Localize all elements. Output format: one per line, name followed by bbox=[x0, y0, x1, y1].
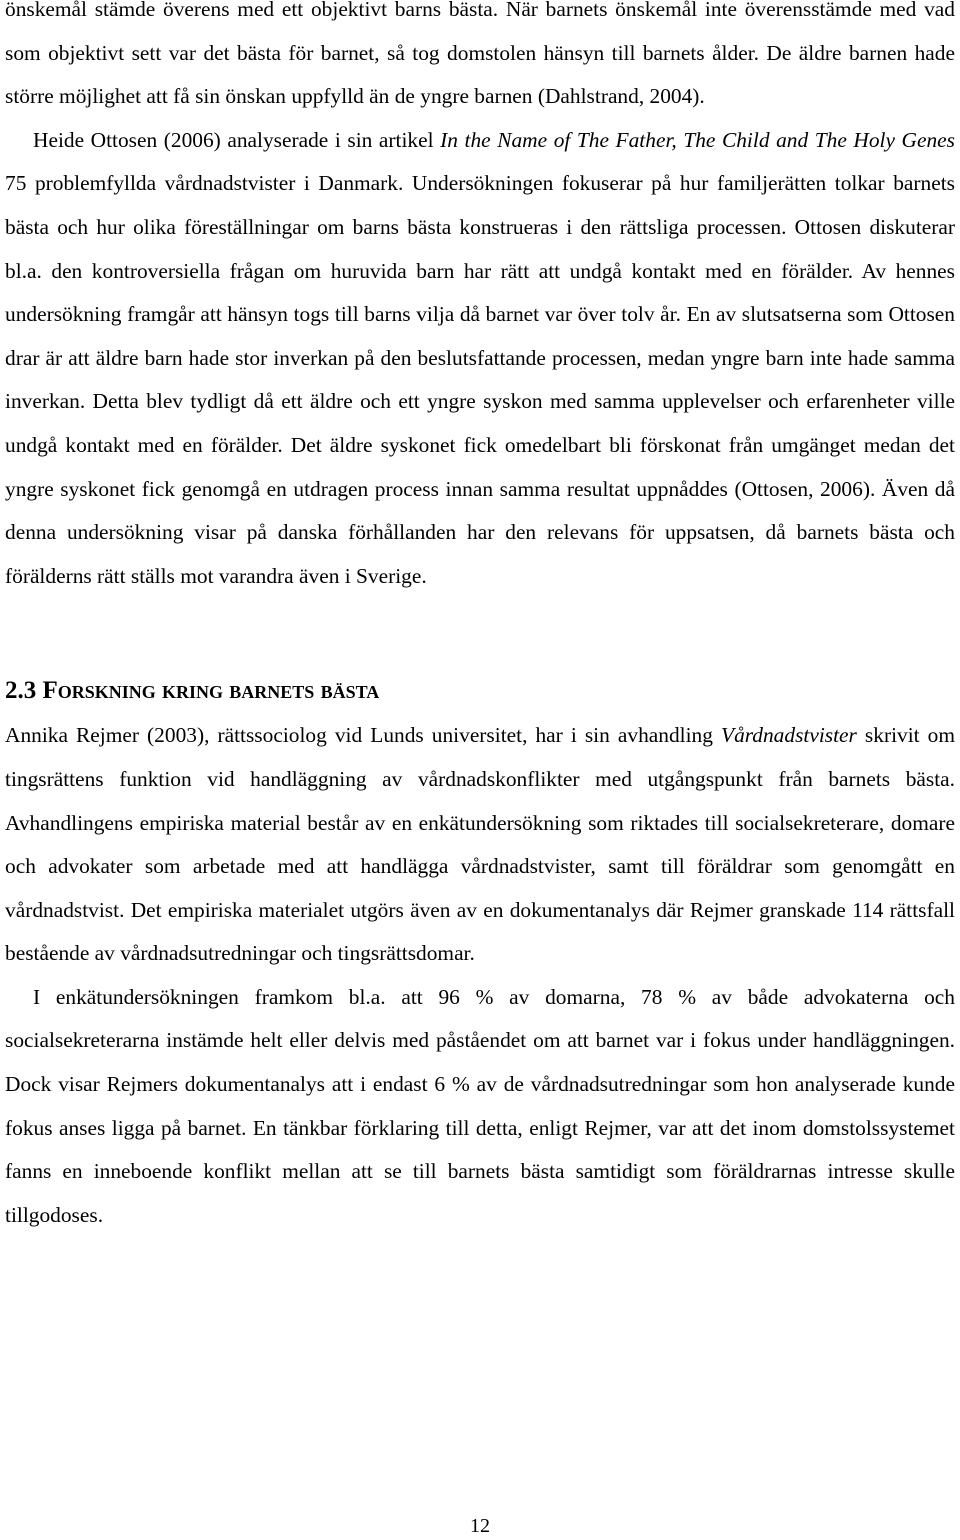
body-paragraph-survey: I enkätundersökningen framkom bl.a. att 96 % av domarna, 78 % av både advokaterna och socialsekreterarna instämde helt eller delvis med påståendet om att barnet var i fokus under handläggningen. Dock visar Rejmers dokumentanalys att i endast 6 % av de vårdnadsutredningar som hon analyserade kunde fokus anses ligga på barnet. En tänkbar förklaring till detta, enligt Rejmer, var att det inom domstolssystemet fanns en inneboende konflikt mellan att se till barnets bästa samtidigt som föräldrarnas intresse skulle tillgodoses. bbox=[5, 984, 955, 1227]
paragraph-text: 75 problemfyllda vårdnadstvister i Danmark. Undersökningen fokuserar på hur familjerätten tolkar barnets bästa och hur olika föreställningar om barns bästa konstrueras i den rättsliga processen. Ottosen diskuterar bl.a. den kontroversiella frågan om huruvida barn har rätt att undgå kontakt med en förälder. Av hennes undersökning framgår att hänsyn togs till barns vilja då barnet var över tolv år. En av slutsatserna som Ottosen drar är att äldre barn hade stor inverkan på den beslutsfattande processen, medan yngre barn inte hade samma inverkan. Detta blev tydligt då ett äldre och ett yngre syskon med samma upplevelser och erfarenheter ville undgå kontakt med en förälder. Det äldre syskonet fick omedelbart bli förskonat från umgänget medan det yngre syskonet fick genomgå en utdragen process innan samma resultat uppnåddes (Ottosen, 2006). Även då denna undersökning visar på danska förhållanden har den relevans för uppsatsen, då barnets bästa och förälderns rätt ställs mot varandra även i Sverige. bbox=[5, 171, 955, 588]
dissertation-title: Vårdnadstvister bbox=[721, 723, 857, 748]
paragraph-text: skrivit om tingsrättens funktion vid handläggning av vårdnadskonflikter med utgångspunkt från barnets bästa. Avhandlingens empiriska material består av en enkätundersökning som riktades till socialsekreterare, domare och advokater som arbetade med att handlägga vårdnadstvister, samt till föräldrar som genomgått en vårdnadstvist. Det empiriska materialet utgörs även av en dokumentanalys där Rejmer granskade 114 rättsfall bestående av vårdnadsutredningar och tingsrättsdomar. bbox=[5, 723, 955, 966]
body-paragraph-rejmer bbox=[5, 714, 955, 976]
body-paragraph-ottosen bbox=[5, 119, 955, 599]
section-heading bbox=[5, 675, 955, 707]
body-paragraph-continuation: önskemål stämde överens med ett objektivt barns bästa. När barnets önskemål inte överensstämde med vad som objektivt sett var det bästa för barnet, så tog domstolen hänsyn till barnets ålder. De äldre barnen hade större möjlighet att få sin önskan uppfylld än de yngre barnen (Dahlstrand, 2004). bbox=[5, 0, 955, 109]
paragraph-text: Heide Ottosen (2006) analyserade i sin artikel bbox=[33, 127, 441, 152]
paragraph-text: Annika Rejmer (2003), rättssociolog vid Lunds universitet, har i sin avhandling bbox=[5, 723, 721, 748]
article-title: In the Name of The Father, The Child and The Holy Genes bbox=[440, 127, 955, 152]
page-number: 12 bbox=[470, 1515, 490, 1537]
document-page bbox=[5, 0, 955, 1237]
section-number: 2.3 bbox=[5, 677, 37, 705]
section-title: Forskning kring barnets bästa bbox=[42, 677, 380, 705]
